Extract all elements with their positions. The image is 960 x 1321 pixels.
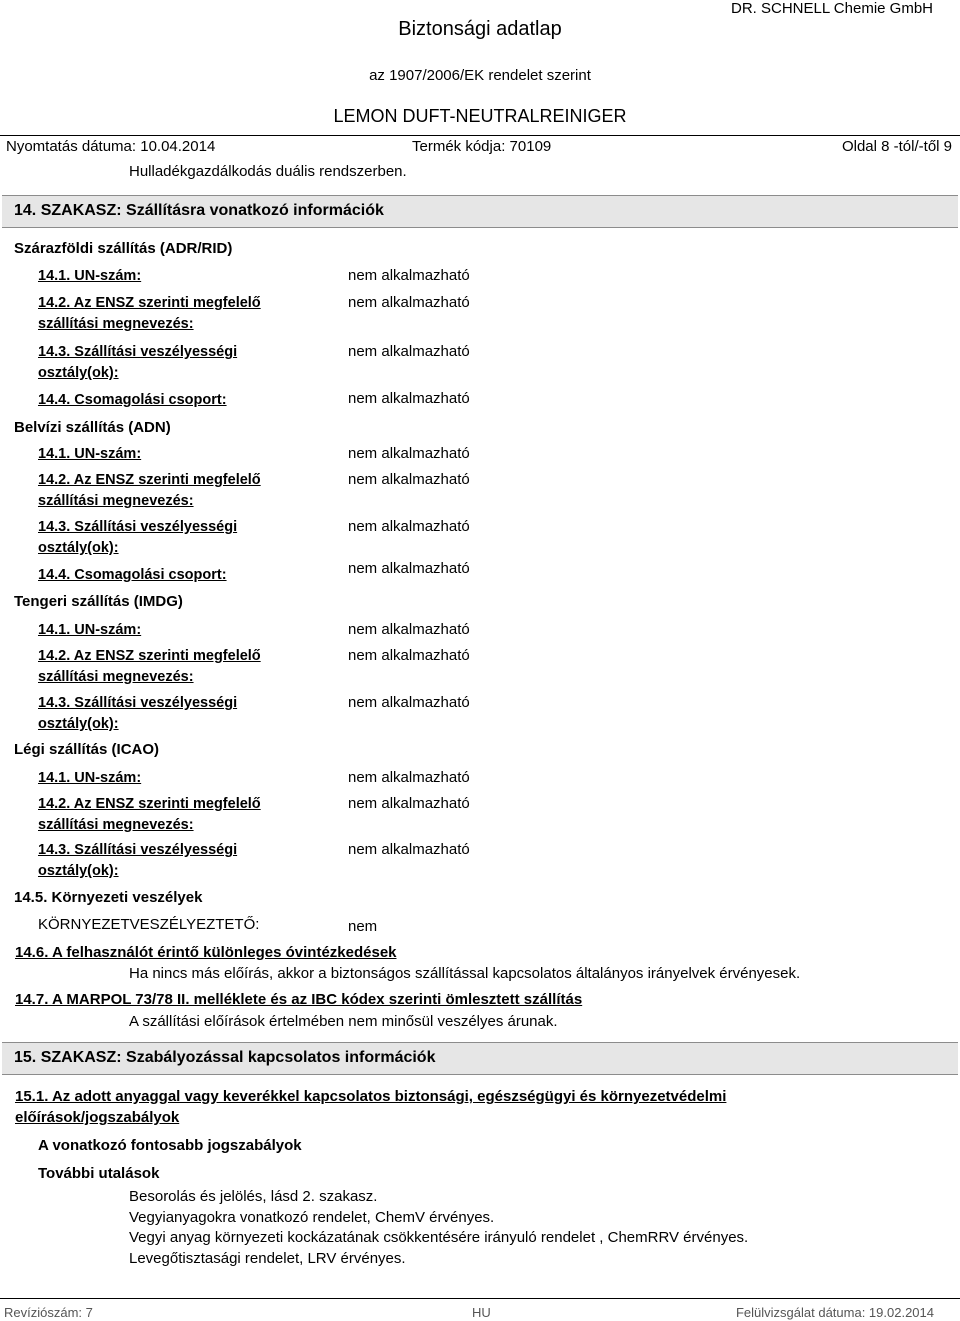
adr-pg-value: nem alkalmazható — [348, 390, 470, 407]
adr-class-value: nem alkalmazható — [348, 343, 470, 360]
review-date: Felülvizsgálat dátuma: 19.02.2014 — [735, 1305, 934, 1320]
icao-class-label: 14.3. Szállítási veszélyességi osztály(ok): — [38, 842, 238, 879]
precautions-text: Ha nincs más előírás, akkor a biztonságos szállítással kapcsolatos általányos irányelvek érvényesek. — [129, 965, 801, 982]
adn-name-label: 14.2. Az ENSZ szerinti megfelelő szállítási megnevezés: — [38, 472, 261, 509]
relevant-regulations-heading: A vonatkozó fontosabb jogszabályok — [38, 1137, 302, 1154]
adn-un-label: 14.1. UN-szám: — [38, 446, 142, 462]
section-14-header — [2, 195, 958, 228]
print-date: Nyomtatás dátuma: 10.04.2014 — [6, 138, 216, 155]
revision-number: Revíziószám: 7 — [4, 1305, 93, 1320]
adn-pg-label: 14.4. Csomagolási csoport: — [38, 567, 227, 583]
icao-heading: Légi szállítás (ICAO) — [14, 741, 160, 758]
adn-un-value: nem alkalmazható — [348, 445, 470, 462]
section-14-title: 14. SZAKASZ: Szállításra vonatkozó információk — [14, 202, 384, 219]
icao-un-label: 14.1. UN-szám: — [38, 770, 142, 786]
carryover-text: Hulladékgazdálkodás duális rendszerben. — [129, 163, 407, 180]
icao-name-label: 14.2. Az ENSZ szerinti megfelelő szállítási megnevezés: — [38, 796, 261, 833]
adr-name-label: 14.2. Az ENSZ szerinti megfelelő szállítási megnevezés: — [38, 295, 261, 332]
imdg-class-label: 14.3. Szállítási veszélyességi osztály(ok): — [38, 695, 238, 732]
imdg-un-label: 14.1. UN-szám: — [38, 622, 142, 638]
section-15-title: 15. SZAKASZ: Szabályozással kapcsolatos információk — [14, 1049, 436, 1066]
marpol-text: A szállítási előírások értelmében nem minősül veszélyes árunak. — [129, 1013, 558, 1030]
further-note-line: Vegyi anyag környezeti kockázatának csökkentésére irányuló rendelet , ChemRRV érvényes. — [129, 1229, 749, 1246]
further-note-line: Vegyianyagokra vonatkozó rendelet, ChemV érvényes. — [129, 1209, 495, 1226]
imdg-name-value: nem alkalmazható — [348, 647, 470, 664]
icao-name-value: nem alkalmazható — [348, 795, 470, 812]
imdg-class-value: nem alkalmazható — [348, 694, 470, 711]
section-15-header — [2, 1042, 958, 1075]
env-hazard-label: KÖRNYEZETVESZÉLYEZTETŐ: — [38, 916, 260, 933]
footer-divider — [0, 1298, 960, 1299]
section-15-1-heading-line1: 15.1. Az adott anyaggal vagy keverékkel kapcsolatos biztonsági, egészségügyi és környezetvédelmi — [15, 1088, 727, 1105]
section-15-1-heading-line2: előírások/jogszabályok — [15, 1109, 180, 1126]
page-number: Oldal 8 -tól/-től 9 — [841, 138, 952, 155]
company-name: DR. SCHNELL Chemie GmbH — [731, 0, 933, 17]
document-title: Biztonsági adatlap — [398, 18, 562, 40]
icao-class-value: nem alkalmazható — [348, 841, 470, 858]
adn-heading: Belvízi szállítás (ADN) — [14, 419, 171, 436]
precautions-heading: 14.6. A felhasználót érintő különleges óvintézkedések — [15, 944, 397, 961]
adr-pg-label: 14.4. Csomagolási csoport: — [38, 392, 227, 408]
adn-pg-value: nem alkalmazható — [348, 560, 470, 577]
imdg-name-label: 14.2. Az ENSZ szerinti megfelelő szállítási megnevezés: — [38, 648, 261, 685]
further-note-line: Levegőtisztasági rendelet, LRV érvényes. — [129, 1250, 406, 1267]
adr-un-value: nem alkalmazható — [348, 267, 470, 284]
further-notes-heading: További utalások — [38, 1165, 160, 1182]
adn-name-value: nem alkalmazható — [348, 471, 470, 488]
product-code: Termék kódja: 70109 — [412, 138, 552, 155]
regulation-line: az 1907/2006/EK rendelet szerint — [369, 67, 591, 84]
adr-class-label: 14.3. Szállítási veszélyességi osztály(ok): — [38, 344, 238, 381]
marpol-heading: 14.7. A MARPOL 73/78 II. melléklete és az IBC kódex szerinti ömlesztett szállítás — [15, 991, 583, 1008]
adr-un-label: 14.1. UN-szám: — [38, 268, 142, 284]
product-name: LEMON DUFT-NEUTRALREINIGER — [333, 106, 627, 126]
adr-name-value: nem alkalmazható — [348, 294, 470, 311]
icao-un-value: nem alkalmazható — [348, 769, 470, 786]
env-hazard-value: nem — [348, 918, 378, 935]
imdg-un-value: nem alkalmazható — [348, 621, 470, 638]
language-code: HU — [472, 1305, 491, 1320]
further-note-line: Besorolás és jelölés, lásd 2. szakasz. — [129, 1188, 378, 1205]
env-hazards-heading: 14.5. Környezeti veszélyek — [14, 889, 203, 906]
imdg-heading: Tengeri szállítás (IMDG) — [14, 593, 183, 610]
adn-class-label: 14.3. Szállítási veszélyességi osztály(ok): — [38, 519, 238, 556]
header-divider — [0, 135, 960, 136]
adr-heading: Szárazföldi szállítás (ADR/RID) — [14, 240, 233, 257]
adn-class-value: nem alkalmazható — [348, 518, 470, 535]
